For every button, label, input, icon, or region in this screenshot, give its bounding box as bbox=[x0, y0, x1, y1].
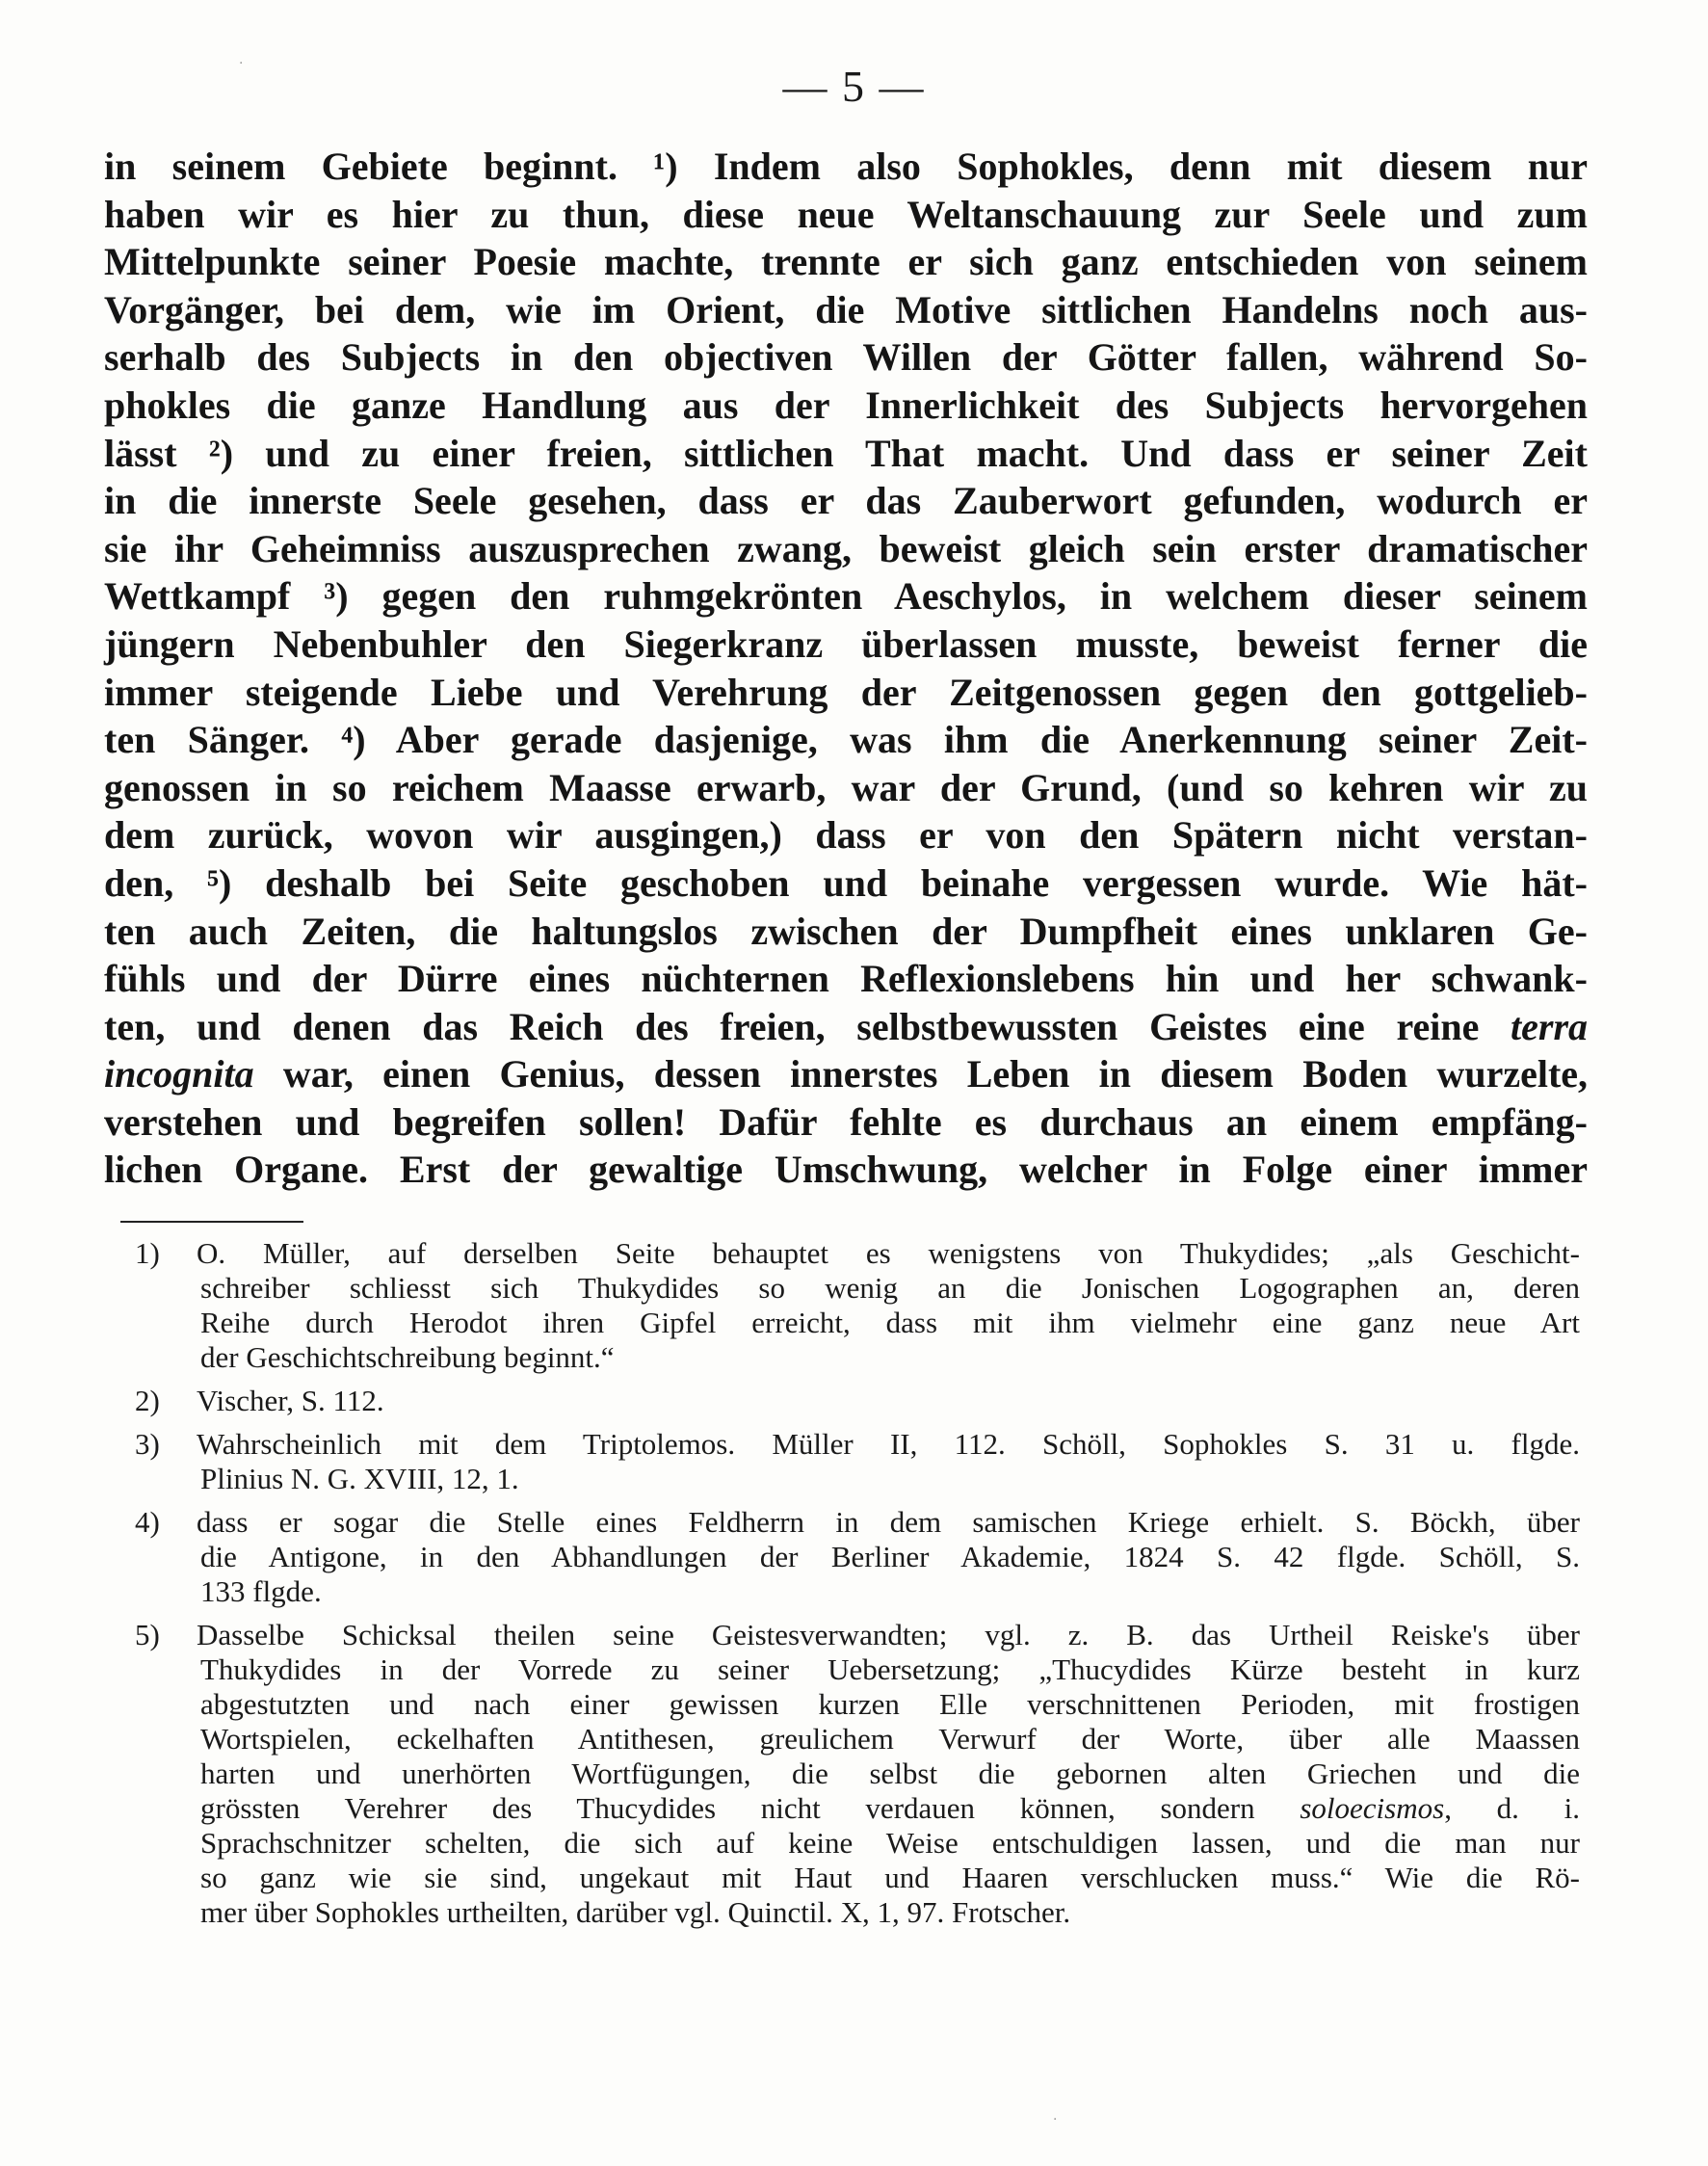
text-line-with-italic bbox=[104, 1050, 1588, 1098]
footnote-line: Thukydides in der Vorrede zu seiner Uebersetzung; „Thucydides Kürze besteht in kurz bbox=[200, 1652, 1580, 1686]
footnote-line: schreiber schliesst sich Thukydides so wenig an die Jonischen Logographen an, deren bbox=[200, 1271, 1580, 1305]
italic-phrase: terra bbox=[1511, 1004, 1589, 1048]
text-line: in seinem Gebiete beginnt. ¹) Indem also Sophokles, denn mit diesem nur bbox=[104, 145, 1588, 188]
text-line: Wettkampf ³) gegen den ruhmgekrönten Aeschylos, in welchem dieser seinem bbox=[104, 574, 1588, 619]
footnote-5 bbox=[135, 1618, 1580, 1652]
text-line: jüngern Nebenbuhler den Siegerkranz überlassen musste, beweist ferner die bbox=[104, 621, 1588, 666]
footnote-line-with-italic bbox=[135, 1791, 1580, 1826]
footnote-line: harten und unerhörten Wortfügungen, die selbst die gebornen alten Griechen und die bbox=[200, 1757, 1580, 1790]
footnote-number: 1) bbox=[135, 1236, 160, 1270]
footnote-line: 133 flgde. bbox=[200, 1574, 322, 1608]
footnote-line: die Antigone, in den Abhandlungen der Berliner Akademie, 1824 S. 42 flgde. Schöll, S. bbox=[200, 1540, 1580, 1573]
text-line: ten Sänger. ⁴) Aber gerade dasjenige, was ihm die Anerkennung seiner Zeit- bbox=[104, 718, 1588, 762]
footnote-line: abgestutzten und nach einer gewissen kurzen Elle verschnittenen Perioden, mit frostigen bbox=[200, 1687, 1580, 1721]
text-line: genossen in so reichem Maasse erwarb, war der Grund, (und so kehren wir zu bbox=[104, 765, 1588, 809]
scan-speck: · bbox=[239, 56, 244, 71]
footnote-line: Wortspielen, eckelhaften Antithesen, greulichem Verwurf der Worte, über alle Maassen bbox=[200, 1722, 1580, 1756]
footnote-text: Wahrscheinlich mit dem Triptolemos. Müller II, 112. Schöll, Sophokles S. 31 u. flgde. bbox=[197, 1427, 1580, 1461]
footnote-separator-rule bbox=[120, 1221, 303, 1223]
text-line: in die innerste Seele gesehen, dass er das Zauberwort gefunden, wodurch er bbox=[104, 479, 1588, 523]
text-line: sie ihr Geheimniss auszusprechen zwang, beweist gleich sein erster dramatischer bbox=[104, 526, 1588, 570]
footnote-line: so ganz wie sie sind, ungekaut mit Haut und Haaren verschlucken muss.“ Wie die Rö- bbox=[200, 1861, 1580, 1894]
text-line: serhalb des Subjects in den objectiven Willen der Götter fallen, während So- bbox=[104, 335, 1588, 380]
footnote-text: grössten Verehrer des Thucydides nicht verdauen können, sondern bbox=[200, 1791, 1255, 1825]
page-number: — 5 — bbox=[782, 62, 926, 111]
text-line: lichen Organe. Erst der gewaltige Umschwung, welcher in Folge einer immer bbox=[104, 1148, 1588, 1192]
italic-phrase: incognita bbox=[104, 1052, 254, 1096]
text-line: immer steigende Liebe und Verehrung der Zeitgenossen gegen den gottgelieb- bbox=[104, 670, 1588, 714]
text-line: phokles die ganze Handlung aus der Innerlichkeit des Subjects hervorgehen bbox=[104, 383, 1588, 427]
footnotes-block bbox=[135, 1236, 1580, 1930]
footnote-number: 5) bbox=[135, 1618, 160, 1651]
text-line: lässt ²) und zu einer freien, sittlichen That macht. Und dass er seiner Zeit bbox=[104, 431, 1588, 475]
text-line: Vorgänger, bei dem, wie im Orient, die Motive sittlichen Handelns noch aus- bbox=[104, 287, 1588, 331]
footnote-number: 2) bbox=[135, 1384, 160, 1417]
footnote-line: Reihe durch Herodot ihren Gipfel erreicht, dass mit ihm vielmehr eine ganz neue Art bbox=[200, 1306, 1580, 1339]
footnote-text: dass er sogar die Stelle eines Feldherrn in dem samischen Kriege erhielt. S. Böckh, über bbox=[197, 1505, 1580, 1539]
footnote-text: Vischer, S. 112. bbox=[197, 1384, 384, 1417]
footnote-text: Dasselbe Schicksal theilen seine Geistesverwandten; vgl. z. B. das Urtheil Reiske's über bbox=[197, 1618, 1580, 1651]
text-line: verstehen und begreifen sollen! Dafür fehlte es durchaus an einem empfäng- bbox=[104, 1099, 1588, 1144]
text-line: Mittelpunkte seiner Poesie machte, trennte er sich ganz entschieden von seinem bbox=[104, 240, 1588, 284]
text-line: dem zurück, wovon wir ausgingen,) dass er von den Spätern nicht verstan- bbox=[104, 813, 1588, 858]
footnote-number: 4) bbox=[135, 1505, 160, 1539]
text-segment: war, einen Genius, dessen innerstes Leben in diesem Boden wurzelte, bbox=[282, 1052, 1589, 1096]
italic-word: soloecismos bbox=[1300, 1791, 1445, 1825]
footnote-3 bbox=[135, 1427, 1580, 1462]
text-segment: ten, und denen das Reich des freien, selbstbewussten Geistes eine reine bbox=[104, 1004, 1480, 1048]
text-line: haben wir es hier zu thun, diese neue Weltanschauung zur Seele und zum bbox=[104, 192, 1588, 236]
text-line: den, ⁵) deshalb bei Seite geschoben und beinahe vergessen wurde. Wie hät- bbox=[104, 860, 1588, 905]
footnote-text: , d. i. bbox=[1444, 1791, 1580, 1825]
footnote-line: Plinius N. G. XVIII, 12, 1. bbox=[200, 1462, 519, 1495]
footnote-text: O. Müller, auf derselben Seite behauptet es wenigstens von Thukydides; „als Geschicht- bbox=[197, 1236, 1580, 1270]
text-line-with-italic bbox=[104, 1003, 1588, 1051]
footnote-line: mer über Sophokles urtheilten, darüber vgl. Quinctil. X, 1, 97. Frotscher. bbox=[200, 1895, 1071, 1929]
footnote-1 bbox=[135, 1236, 1580, 1271]
footnote-2 bbox=[135, 1384, 1580, 1418]
main-text-block bbox=[104, 143, 1588, 1194]
scan-speck: · bbox=[1053, 2112, 1058, 2127]
text-line: fühls und der Dürre eines nüchternen Reflexionslebens hin und her schwank- bbox=[104, 957, 1588, 1001]
footnote-line: der Geschichtschreibung beginnt.“ bbox=[200, 1340, 615, 1374]
text-line: ten auch Zeiten, die haltungslos zwischen der Dumpfheit eines unklaren Ge- bbox=[104, 909, 1588, 953]
footnote-4 bbox=[135, 1505, 1580, 1540]
footnote-number: 3) bbox=[135, 1427, 160, 1461]
footnote-line: Sprachschnitzer schelten, die sich auf keine Weise entschuldigen lassen, und die man nur bbox=[200, 1826, 1580, 1860]
